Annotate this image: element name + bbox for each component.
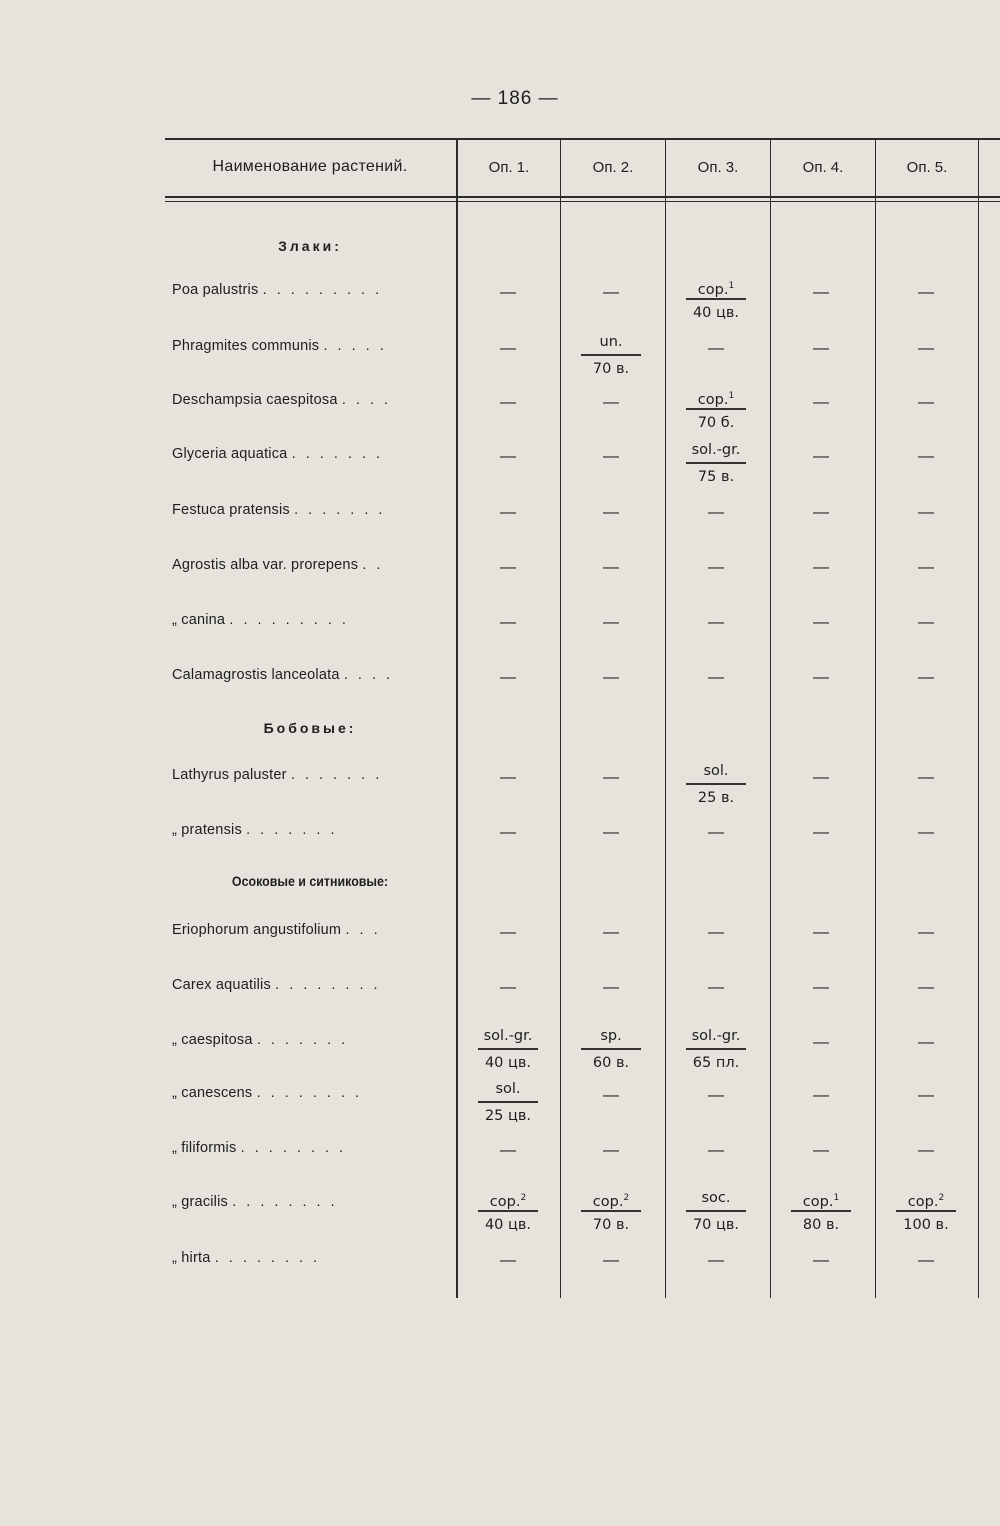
abundance-value: sol.	[703, 763, 729, 779]
table-cell-empty: —	[708, 1252, 724, 1269]
height-value: 70 в.	[592, 360, 630, 377]
table-cell-empty: —	[813, 340, 829, 357]
plant-name-text: „ canescens	[172, 1085, 257, 1101]
table-cell-empty: —	[918, 559, 934, 576]
table-cell-value	[666, 761, 766, 808]
column-divider	[875, 138, 876, 1298]
column-divider	[978, 138, 979, 1298]
table-cell-empty: —	[918, 1034, 934, 1051]
height-value: 80 в.	[802, 1216, 840, 1233]
page-number: — 186 —	[471, 88, 559, 109]
plant-name-text: Carex aquatilis	[172, 977, 276, 993]
header-op-1: Оп. 1.	[488, 158, 530, 176]
table-cell-empty: —	[603, 559, 619, 576]
table-cell-empty: —	[500, 284, 516, 301]
table-cell-empty: —	[500, 1252, 516, 1269]
table-cell-empty: —	[918, 614, 934, 631]
leader-dots: . . . . .	[323, 338, 387, 354]
height-value: 60 в.	[592, 1054, 630, 1071]
table-cell-empty: —	[708, 979, 724, 996]
table-cell-empty: —	[500, 1142, 516, 1159]
fraction-rule	[686, 783, 746, 785]
plant-name	[172, 502, 452, 518]
table-cell-empty: —	[813, 614, 829, 631]
height-value: 25 цв.	[484, 1107, 532, 1124]
height-value: 40 цв.	[484, 1216, 532, 1233]
table-cell-empty: —	[918, 284, 934, 301]
plant-name	[172, 282, 452, 298]
table-cell-empty: —	[500, 769, 516, 786]
table-cell-empty: —	[603, 1142, 619, 1159]
plant-name	[172, 922, 452, 938]
plant-name	[172, 338, 452, 354]
plant-name	[172, 446, 452, 462]
table-cell-value	[666, 1026, 766, 1073]
table-cell-empty: —	[708, 924, 724, 941]
table-cell-empty: —	[500, 559, 516, 576]
plant-name-text: Calamagrostis lanceolata	[172, 667, 344, 683]
plant-name	[172, 667, 452, 683]
abundance-value: sol.-gr.	[691, 442, 741, 458]
table-cell-empty: —	[500, 448, 516, 465]
fraction-rule	[896, 1210, 956, 1212]
fraction-rule	[581, 1048, 641, 1050]
plant-name	[172, 1085, 452, 1101]
leader-dots: . . . . . . . .	[232, 1194, 338, 1210]
table-cell-empty: —	[918, 979, 934, 996]
leader-dots: . . . . . . . .	[214, 1250, 321, 1266]
table-cell-empty: —	[603, 1252, 619, 1269]
table-cell-empty: —	[918, 504, 934, 521]
plant-name-text: „ pratensis	[172, 822, 247, 838]
table-cell-empty: —	[813, 504, 829, 521]
abundance-index: 1	[833, 1193, 840, 1203]
abundance-value: soc.	[701, 1190, 731, 1206]
height-value: 100 в.	[903, 1216, 949, 1233]
table-cell-empty: —	[603, 669, 619, 686]
leader-dots: . . . . . . .	[256, 1032, 349, 1048]
fraction-rule	[478, 1048, 538, 1050]
table-cell-empty: —	[708, 504, 724, 521]
fraction-rule	[581, 1210, 641, 1212]
table-cell-empty: —	[918, 1142, 934, 1159]
table-cell-empty: —	[603, 448, 619, 465]
table-cell-empty: —	[918, 769, 934, 786]
leader-dots: . . .	[345, 922, 381, 938]
plant-name-text: Festuca pratensis	[172, 502, 295, 518]
plant-name	[172, 977, 452, 993]
table-cell-empty: —	[918, 394, 934, 411]
plant-name-text: „ caespitosa	[172, 1032, 257, 1048]
table-cell-empty: —	[813, 1087, 829, 1104]
table-cell-empty: —	[603, 504, 619, 521]
table-cell-value	[561, 332, 661, 379]
table-cell-empty: —	[603, 284, 619, 301]
table-cell-empty: —	[813, 448, 829, 465]
leader-dots: . . . . . . . . .	[229, 612, 349, 628]
table-cell-value	[561, 1026, 661, 1073]
table-cell-empty: —	[603, 1087, 619, 1104]
fraction-rule	[478, 1101, 538, 1103]
table-cell-empty: —	[603, 979, 619, 996]
table-cell-empty: —	[813, 979, 829, 996]
table-cell-empty: —	[813, 284, 829, 301]
table-cell-empty: —	[708, 1087, 724, 1104]
abundance-value: sol.	[495, 1081, 521, 1097]
plant-name	[172, 767, 452, 783]
leader-dots: . . . .	[341, 392, 392, 408]
plant-name-text: „ canina	[172, 612, 230, 628]
height-value: 70 в.	[592, 1216, 630, 1233]
height-value: 65 пл.	[692, 1054, 740, 1071]
table-cell-empty: —	[813, 924, 829, 941]
height-value: 25 в.	[697, 789, 735, 806]
plant-name	[172, 1032, 452, 1048]
plant-name-text: Agrostis alba var. prorepens	[172, 557, 363, 573]
abundance-index: 2	[520, 1193, 527, 1203]
fraction-rule	[686, 1048, 746, 1050]
table-cell-empty: —	[500, 669, 516, 686]
table-cell-empty: —	[918, 340, 934, 357]
table-cell-empty: —	[813, 394, 829, 411]
abundance-value: cop.$^1$	[802, 1193, 840, 1210]
abundance-value: cop.$^2$	[489, 1193, 527, 1210]
plant-name-text: „ hirta	[172, 1250, 215, 1266]
header-op-5: Оп. 5.	[906, 158, 948, 176]
plant-name-text: Eriophorum angustifolium	[172, 922, 346, 938]
table-cell-empty: —	[813, 1252, 829, 1269]
table-cell-empty: —	[708, 824, 724, 841]
height-value: 70 б.	[697, 414, 735, 431]
leader-dots: . . . . . . . .	[275, 977, 381, 993]
leader-dots: . . . . . . .	[290, 767, 383, 783]
leader-dots: . . . . . . .	[294, 502, 386, 518]
table-cell-value	[876, 1188, 976, 1235]
table-cell-empty: —	[918, 669, 934, 686]
table-cell-empty: —	[708, 559, 724, 576]
plant-name-text: „ gracilis	[172, 1194, 233, 1210]
table-cell-empty: —	[813, 559, 829, 576]
table-cell-empty: —	[603, 614, 619, 631]
abundance-index: 2	[938, 1193, 945, 1203]
abundance-value: cop.$^2$	[907, 1193, 945, 1210]
table-cell-empty: —	[918, 824, 934, 841]
plant-name	[172, 1194, 452, 1210]
table-cell-value	[561, 1188, 661, 1235]
column-divider	[770, 138, 771, 1298]
table-cell-empty: —	[603, 769, 619, 786]
plant-name-text: Phragmites communis	[172, 338, 324, 354]
header-plant-names: Наименование растений.	[212, 158, 408, 175]
leader-dots: . . . . . . . .	[240, 1140, 347, 1156]
plant-name	[172, 557, 452, 573]
table-cell-empty: —	[813, 669, 829, 686]
plant-name	[172, 392, 452, 408]
table-cell-empty: —	[918, 1252, 934, 1269]
abundance-value: sol.-gr.	[483, 1028, 533, 1044]
header-op-2: Оп. 2.	[592, 158, 634, 176]
table-cell-empty: —	[918, 448, 934, 465]
plant-name-text: Deschampsia caespitosa	[172, 392, 342, 408]
abundance-index: 1	[728, 281, 735, 291]
table-cell-empty: —	[813, 1034, 829, 1051]
abundance-value: sp.	[600, 1028, 622, 1044]
plant-name	[172, 1140, 452, 1156]
table-cell-empty: —	[813, 1142, 829, 1159]
table-cell-empty: —	[500, 614, 516, 631]
table-cell-value	[666, 386, 766, 433]
leader-dots: . . . . . . . .	[256, 1085, 363, 1101]
table-cell-empty: —	[500, 394, 516, 411]
table-cell-value	[458, 1079, 558, 1126]
plant-name-text: Poa palustris	[172, 282, 263, 298]
table-cell-empty: —	[500, 340, 516, 357]
leader-dots: . . . . . . . . .	[262, 282, 383, 298]
table-cell-value	[458, 1188, 558, 1235]
fraction-rule	[478, 1210, 538, 1212]
height-value: 70 цв.	[692, 1216, 740, 1233]
table-cell-empty: —	[813, 769, 829, 786]
fraction-rule	[791, 1210, 851, 1212]
header-op-3: Оп. 3.	[697, 158, 739, 176]
header-op-4: Оп. 4.	[802, 158, 844, 176]
leader-dots: . . . .	[343, 667, 394, 683]
plant-name-text: „ filiformis	[172, 1140, 241, 1156]
plant-name	[172, 612, 452, 628]
plant-name	[172, 1250, 452, 1266]
table-cell-empty: —	[500, 504, 516, 521]
table-cell-empty: —	[708, 614, 724, 631]
table-cell-empty: —	[603, 924, 619, 941]
fraction-rule	[686, 298, 746, 300]
plant-name	[172, 822, 452, 838]
height-value: 75 в.	[697, 468, 735, 485]
leader-dots: . . . . . . .	[291, 446, 384, 462]
fraction-rule	[686, 462, 746, 464]
table-cell-empty: —	[708, 1142, 724, 1159]
table-cell-empty: —	[708, 669, 724, 686]
column-divider	[560, 138, 561, 1298]
section-heading: Злаки:	[278, 238, 342, 254]
fraction-rule	[686, 1210, 746, 1212]
plant-name-text: Lathyrus paluster	[172, 767, 291, 783]
leader-dots: . .	[362, 557, 384, 573]
abundance-value: un.	[599, 334, 623, 350]
plant-name-text: Glyceria aquatica	[172, 446, 292, 462]
table-cell-empty: —	[603, 394, 619, 411]
table-cell-value	[666, 1188, 766, 1235]
leader-dots: . . . . . . .	[246, 822, 338, 838]
abundance-value: cop.$^1$	[697, 391, 735, 408]
table-cell-empty: —	[500, 979, 516, 996]
abundance-value: sol.-gr.	[691, 1028, 741, 1044]
fraction-rule	[686, 408, 746, 410]
section-heading: Осоковые и ситниковые:	[231, 874, 389, 889]
abundance-index: 1	[728, 391, 735, 401]
abundance-value: cop.$^2$	[592, 1193, 630, 1210]
fraction-rule	[581, 354, 641, 356]
table-cell-value	[666, 276, 766, 323]
table-cell-value	[458, 1026, 558, 1073]
table-cell-value	[666, 440, 766, 487]
table-cell-empty: —	[500, 924, 516, 941]
abundance-value: cop.$^1$	[697, 281, 735, 298]
height-value: 40 цв.	[484, 1054, 532, 1071]
table-cell-empty: —	[500, 824, 516, 841]
table-cell-empty: —	[918, 1087, 934, 1104]
height-value: 40 цв.	[692, 304, 740, 321]
section-heading: Бобовые:	[263, 720, 357, 736]
table-cell-empty: —	[918, 924, 934, 941]
table-cell-empty: —	[813, 824, 829, 841]
table-cell-empty: —	[603, 824, 619, 841]
abundance-index: 2	[623, 1193, 630, 1203]
table-cell-value	[771, 1188, 871, 1235]
table-cell-empty: —	[708, 340, 724, 357]
